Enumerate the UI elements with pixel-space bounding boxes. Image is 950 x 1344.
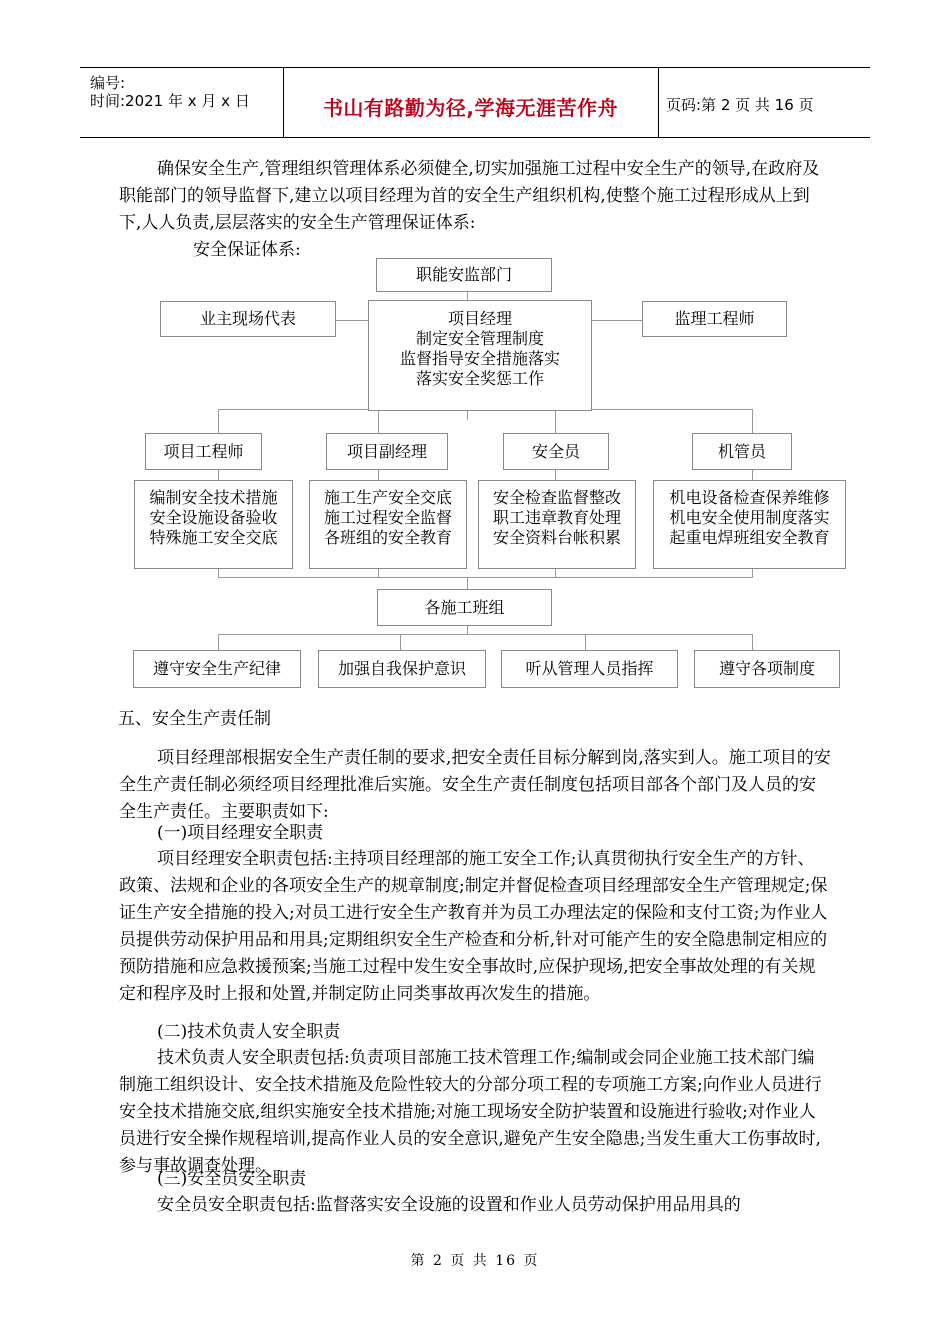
header-left-cell <box>80 68 284 137</box>
rule-box <box>133 650 301 688</box>
connector <box>752 634 753 650</box>
rule-box <box>318 650 486 688</box>
org-center-line: 落实安全奖惩工作 <box>415 369 544 388</box>
connector <box>592 320 642 321</box>
duty-line: 各班组的安全教育 <box>323 528 452 547</box>
connector <box>218 634 219 650</box>
rule-label: 遵守各项制度 <box>718 659 815 678</box>
teams-box <box>377 589 552 626</box>
role-title: 安全员 <box>531 441 580 461</box>
connector <box>555 409 556 433</box>
rule-box <box>694 650 840 688</box>
teams-label: 各施工班组 <box>424 597 505 617</box>
section-heading: 五、安全生产责任制 <box>118 709 271 729</box>
subsection-text: 安全员安全职责包括:监督落实安全设施的设置和作业人员劳动保护用品用具的 <box>157 1195 741 1215</box>
org-center-line: 监督指导安全措施落实 <box>399 349 560 368</box>
system-label: 安全保证体系: <box>193 240 301 260</box>
subsection-title: (三)安全员安全职责 <box>157 1169 307 1189</box>
org-left-label: 业主现场代表 <box>199 309 296 328</box>
connector <box>752 568 753 578</box>
role-duties-box <box>653 480 846 569</box>
duty-line: 机电设备检查保养维修 <box>669 488 830 507</box>
connector <box>218 409 219 433</box>
section-intro: 项目经理部根据安全生产责任制的要求,把安全责任目标分解到岗,落实到人。施工项目的安全生产责任制必须经项目经理批准后实施。安全生产责任制度包括项目部各个部门及人员的安全生产责任。主要职责如下: <box>119 748 831 822</box>
org-center-line: 项目经理 <box>447 309 512 328</box>
org-center-line: 制定安全管理制度 <box>415 329 544 348</box>
connector <box>752 409 753 433</box>
role-title-box <box>326 433 448 470</box>
subsection-text: 项目经理安全职责包括:主持项目经理部的施工安全工作;认真贯彻执行安全生产的方针、政策、法规和企业的各项安全生产的规章制度;制定并督促检查项目经理部安全生产管理规定;保证生产安全措施的投入;对员工进行安全生产教育并为员工办理法定的保险和支付工资;为作业人员提供劳动保护用品和用具;定期组织安全生产检查和分析,针对可能产生的安全隐患制定相应的预防措施和应急救援预案;当施工过程中发生安全事故时,应保护现场,把安全事故处理的有关规定和程序及时上报和处置,并制定防止同类事故再次发生的措施。 <box>119 849 828 1004</box>
rule-label: 遵守安全生产纪律 <box>152 659 281 678</box>
duty-line: 施工生产安全交底 <box>323 488 452 507</box>
subsection-text: 技术负责人安全职责包括:负责项目部施工技术管理工作;编制或会同企业施工技术部门编制施工组织设计、安全技术措施及危险性较大的分部分项工程的专项施工方案;向作业人员进行安全技术措施交底,组织实施安全技术措施;对施工现场安全防护装置和设施进行验收;对作业人员进行安全操作规程培训,提高作业人员的安全意识,避免产生安全隐患;当发生重大工伤事故时,参与事故调查处理。 <box>119 1048 822 1176</box>
intro-paragraph: 确保安全生产,管理组织管理体系必须健全,切实加强施工过程中安全生产的领导,在政府及职能部门的领导监督下,建立以项目经理为首的安全生产组织机构,使整个施工过程形成从上到下,人人负责,层层落实的安全生产管理保证体系: <box>119 159 820 233</box>
role-title: 机管员 <box>717 441 766 461</box>
duty-line: 职工违章教育处理 <box>492 508 621 527</box>
document-date: 时间:2021 年 x 月 x 日 <box>90 92 250 110</box>
role-title-box <box>692 433 792 470</box>
connector <box>467 410 468 420</box>
duty-line: 特殊施工安全交底 <box>149 528 278 547</box>
subsection-title: (二)技术负责人安全职责 <box>157 1022 341 1042</box>
document-number-label: 编号: <box>90 74 126 92</box>
org-center-box <box>368 300 592 411</box>
page-footer: 第 2 页 共 16 页 <box>410 1253 540 1269</box>
role-duties-box <box>134 480 293 569</box>
role-duties-box <box>309 480 467 569</box>
connector <box>585 634 586 650</box>
connector <box>218 634 752 635</box>
duty-line: 编制安全技术措施 <box>149 488 278 507</box>
org-top-box <box>376 258 552 292</box>
header-motto-cell <box>283 68 659 137</box>
org-left-box <box>160 301 336 337</box>
header-page-info: 页码:第 2 页 共 16 页 <box>666 96 814 114</box>
connector <box>400 634 401 650</box>
role-duties-box <box>478 480 636 569</box>
org-right-label: 监理工程师 <box>674 309 755 328</box>
header-page-cell <box>658 68 870 137</box>
rule-label: 加强自我保护意识 <box>337 659 466 678</box>
duty-line: 安全资料台帐积累 <box>492 528 621 547</box>
page-header <box>80 67 870 138</box>
duty-line: 安全设施设备验收 <box>149 508 278 527</box>
subsection-title: (一)项目经理安全职责 <box>157 823 324 843</box>
connector <box>378 409 379 433</box>
role-title-box <box>145 433 262 470</box>
duty-line: 机电安全使用制度落实 <box>669 508 830 527</box>
rule-label: 听从管理人员指挥 <box>525 659 654 678</box>
connector <box>218 577 752 578</box>
org-right-box <box>642 301 787 337</box>
role-title: 项目工程师 <box>163 441 244 461</box>
role-title-box <box>503 433 609 470</box>
connector <box>336 320 368 321</box>
rule-box <box>501 650 678 688</box>
duty-line: 施工过程安全监督 <box>323 508 452 527</box>
role-title: 项目副经理 <box>346 441 427 461</box>
duty-line: 安全检查监督整改 <box>492 488 621 507</box>
motto: 书山有路勤为径,学海无涯苦作舟 <box>322 96 619 120</box>
org-top-label: 职能安监部门 <box>415 265 512 284</box>
duty-line: 起重电焊班组安全教育 <box>669 528 830 547</box>
